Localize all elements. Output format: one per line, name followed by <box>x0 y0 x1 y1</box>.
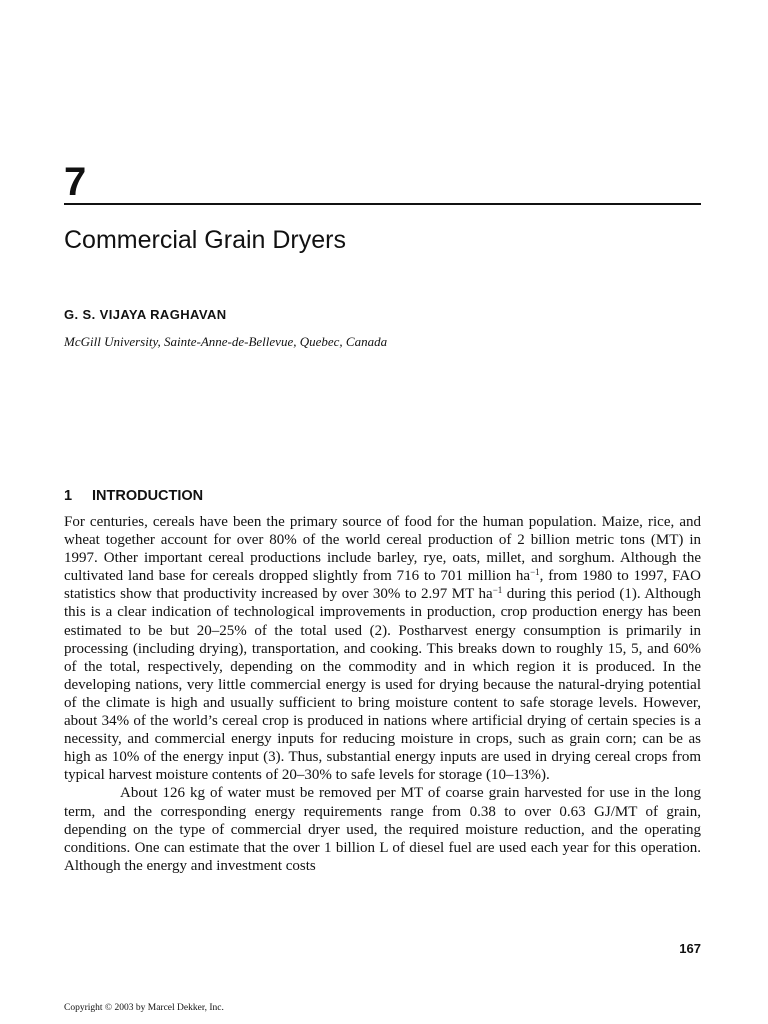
chapter-number: 7 <box>64 160 87 204</box>
paragraph-1 <box>64 513 701 784</box>
page-number: 167 <box>679 941 701 956</box>
author-name: G. S. VIJAYA RAGHAVAN <box>64 307 227 322</box>
section-heading <box>64 486 203 506</box>
body-text <box>64 513 701 875</box>
author-affiliation: McGill University, Sainte-Anne-de-Bellevue, Quebec, Canada <box>64 334 388 349</box>
paragraph-1-text-a: For centuries, cereals have been the primary source of food for the human population. Maize, rice, and wheat together account for over 80% of the world cereal production of 2 billion metric tons (MT) in 1997. Other important cereal productions include barley, rye, oats, millet, and sorghum. Although the cultivated land base for cereals dropped slightly from 716 to 701 million ha <box>64 514 701 585</box>
superscript-exponent: −1 <box>530 567 540 578</box>
paragraph-1-text-c: during this period (1). Although this is a clear indication of technological improvements in production, crop production energy has been estimated to be but 20–25% of the total used (2). Postharvest energy consumption is primarily in processing (including drying), transportation, and cooking. This breaks down to roughly 15, 5, and 60% of the total, respectively, depending on the commodity and in which region it is produced. In the developing nations, very little commercial energy is used for drying because the natural-drying potential of the climate is high and usually sufficient to bring moisture content to safe storage levels. However, about 34% of the world’s cereal crop is produced in nations where artificial drying of certain species is a necessity, and commercial energy inputs for reducing moisture in crops, such as grain corn; can be as high as 10% of the energy input (3). Thus, substantial energy inputs are used in drying cereal crops from typical harvest moisture contents of 20–30% to safe levels for storage (10–13%). <box>64 586 701 784</box>
paragraph-2: About 126 kg of water must be removed per MT of coarse grain harvested for use in the long term, and the corresponding energy requirements range from 0.38 to over 0.63 GJ/MT of grain, depending on the type of commercial dryer used, the required moisture reduction, and the operating conditions. One can estimate that the over 1 billion L of diesel fuel are used each year for this operation. Although the energy and investment costs <box>64 785 701 874</box>
chapter-title: Commercial Grain Dryers <box>64 226 346 254</box>
chapter-divider-rule <box>64 203 701 205</box>
section-number: 1 <box>64 488 73 504</box>
copyright-notice: Copyright © 2003 by Marcel Dekker, Inc. <box>64 1003 224 1013</box>
section-title: INTRODUCTION <box>92 488 204 504</box>
paragraph-1-text-b: , from 1980 to 1997, FAO statistics show that productivity increased by over 30% to 2.97 MT ha <box>64 568 701 603</box>
superscript-exponent: −1 <box>492 585 503 596</box>
